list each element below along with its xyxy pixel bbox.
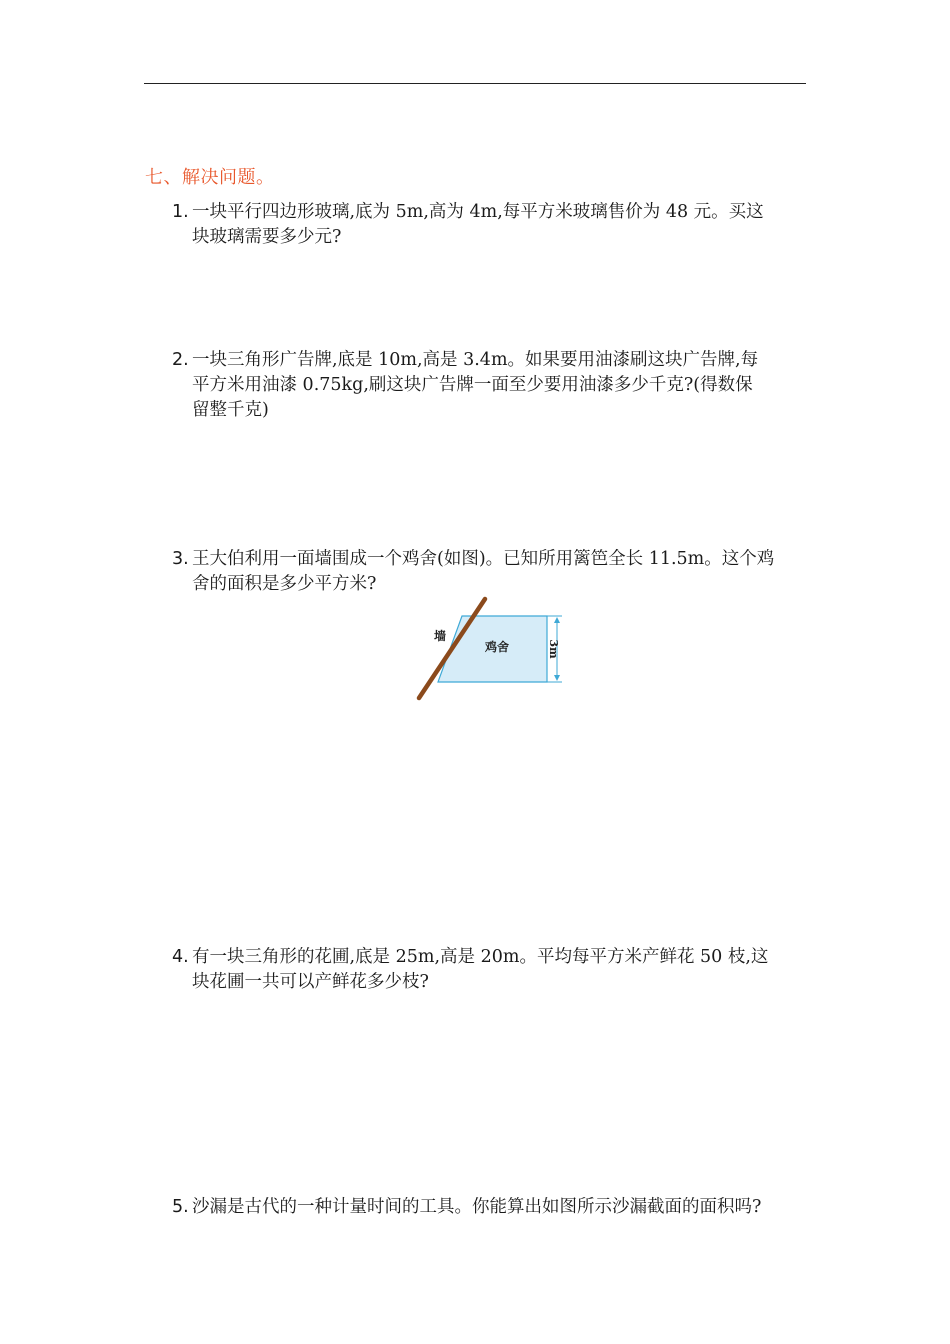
problem-number: 4. bbox=[172, 947, 189, 967]
dimension-arrow-up bbox=[554, 617, 560, 623]
height-label: 3m bbox=[547, 639, 560, 659]
coop-label: 鸡舍 bbox=[485, 640, 510, 654]
problem-3 bbox=[172, 547, 812, 597]
dimension-arrow-down bbox=[554, 675, 560, 681]
problem-text-line: 沙漏是古代的一种计量时间的工具。你能算出如图所示沙漏截面的面积吗? bbox=[192, 1197, 762, 1217]
problem-text-line: 块玻璃需要多少元? bbox=[192, 227, 342, 247]
problem-2 bbox=[172, 348, 812, 423]
problem-4 bbox=[172, 945, 812, 995]
problem-text-line: 平方米用油漆 0.75kg,刷这块广告牌一面至少要用油漆多少千克?(得数保 bbox=[192, 375, 753, 395]
problem-text-line: 块花圃一共可以产鲜花多少枝? bbox=[192, 972, 429, 992]
header-rule bbox=[144, 83, 806, 84]
wall-label: 墙 bbox=[434, 629, 447, 643]
section-title: 七、解决问题。 bbox=[145, 167, 275, 188]
chicken-coop-diagram bbox=[405, 594, 575, 704]
problem-number: 1. bbox=[172, 202, 189, 222]
problem-text-line: 舍的面积是多少平方米? bbox=[192, 574, 377, 594]
problem-text-line: 王大伯利用一面墙围成一个鸡舍(如图)。已知所用篱笆全长 11.5m。这个鸡 bbox=[192, 549, 775, 569]
problem-number: 3. bbox=[172, 549, 189, 569]
problem-5 bbox=[172, 1195, 812, 1220]
problem-text-line: 有一块三角形的花圃,底是 25m,高是 20m。平均每平方米产鲜花 50 枝,这 bbox=[192, 947, 769, 967]
problem-number: 5. bbox=[172, 1197, 189, 1217]
problem-1 bbox=[172, 200, 812, 250]
problem-number: 2. bbox=[172, 350, 189, 370]
problem-text-line: 留整千克) bbox=[192, 400, 269, 420]
problem-text-line: 一块平行四边形玻璃,底为 5m,高为 4m,每平方米玻璃售价为 48 元。买这 bbox=[192, 202, 764, 222]
chicken-coop-figure bbox=[405, 594, 575, 704]
problem-text-line: 一块三角形广告牌,底是 10m,高是 3.4m。如果要用油漆刷这块广告牌,每 bbox=[192, 350, 759, 370]
